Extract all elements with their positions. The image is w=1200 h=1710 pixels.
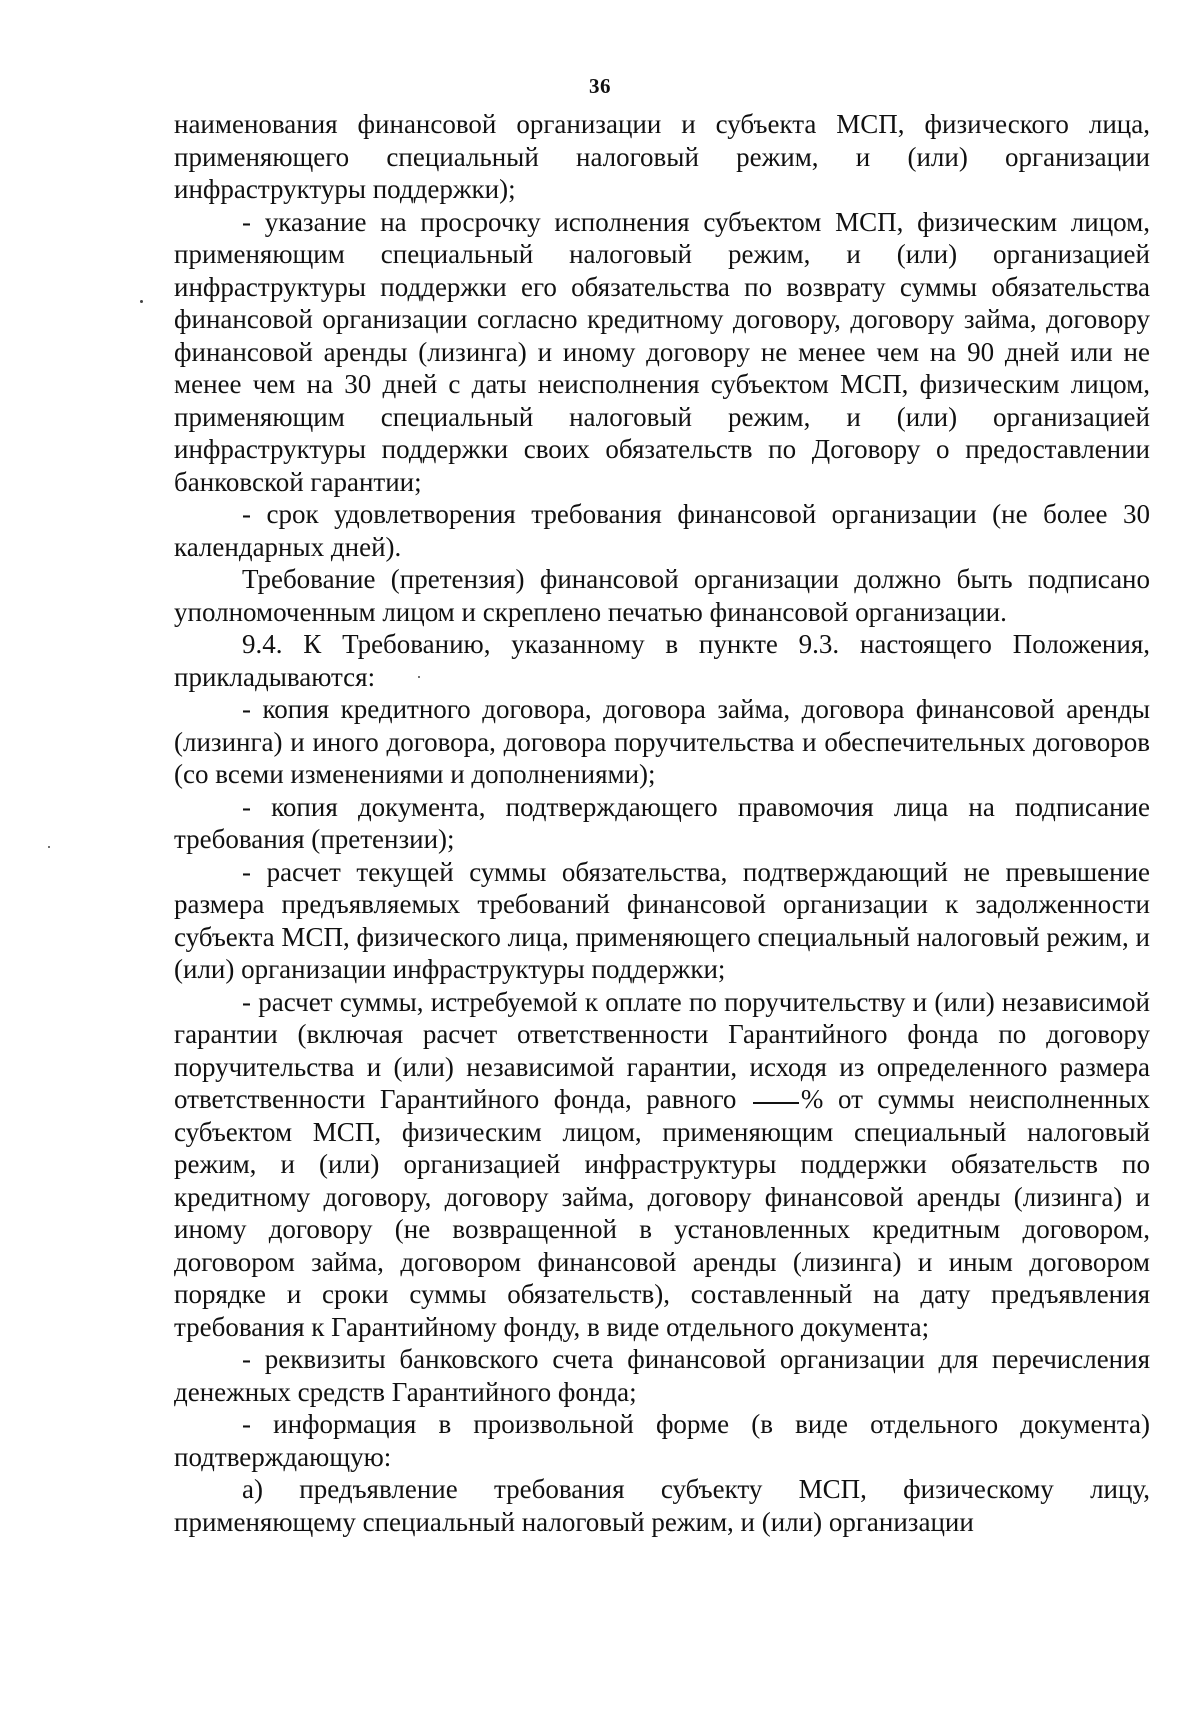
paragraph-claimed-sum-calc xyxy=(174,986,1150,1344)
paragraph-section-9-4: 9.4. К Требованию, указанному в пункте 9.3. настоящего Положения, прикладываются: xyxy=(174,629,1150,692)
paragraph-continued: наименования финансовой организации и субъекта МСП, физического лица, применяющего специальный налоговый режим, и (или) организации инфраструктуры поддержки); xyxy=(174,109,1150,204)
paragraph-bank-details: - реквизиты банковского счета финансовой организации для перечисления денежных средств Гарантийного фонда; xyxy=(174,1344,1150,1407)
scan-speck xyxy=(140,300,143,303)
paragraph-satisfaction-term: - срок удовлетворения требования финансовой организации (не более 30 календарных дней). xyxy=(174,499,1150,562)
document-body xyxy=(174,108,1150,1538)
paragraph-item-a: а) предъявление требования субъекту МСП, физическому лицу, применяющему специальный налоговый режим, и (или) организации xyxy=(174,1474,1150,1537)
calc-text-before-blank: - расчет суммы, истребуемой к оплате по поручительству и (или) независимой гарантии (включая расчет ответственности Гарантийного фонда по договору поручительства и (или) независимой гарантии, исходя из определенного размера ответственности Гарантийного фонда, равного xyxy=(174,986,1150,1114)
paragraph-overdue-indication: - указание на просрочку исполнения субъектом МСП, физическим лицом, применяющим специальный налоговый режим, и (или) организацией инфраструктуры поддержки его обязательства по возврату суммы обязательства финансовой организации согласно кредитному договору, договору займа, договору финансовой аренды (лизинга) и иному договору не менее чем на 90 дней или не менее чем на 30 дней с даты неисполнения субъектом МСП, физическим лицом, применяющим специальный налоговый режим, и (или) организацией инфраструктуры поддержки своих обязательств по Договору о предоставлении банковской гарантии; xyxy=(174,206,1150,497)
scan-speck xyxy=(418,676,420,678)
page-number: 36 xyxy=(589,74,611,98)
paragraph-authority-copy: - копия документа, подтверждающего правомочия лица на подписание требования (претензии); xyxy=(174,791,1150,854)
paragraph-current-sum-calc: - расчет текущей суммы обязательства, подтверждающий не превышение размера предъявляемых требований финансовой организации к задолженности субъекта МСП, физического лица, применяющего специальный налоговый режим, и (или) организации инфраструктуры поддержки; xyxy=(174,856,1150,984)
calc-text-after-blank: % от суммы неисполненных субъектом МСП, физическим лицом, применяющим специальный налоговый режим, и (или) организацией инфраструктуры поддержки обязательств по кредитному договору, договору займа, договору финансовой аренды (лизинга) и иному договору (не возвращенной в установленных кредитным договором, договором займа, договором финансовой аренды (лизинга) и иным договором порядке и сроки суммы обязательств), составленный на дату предъявления требования к Гарантийному фонду, в виде отдельного документа; xyxy=(174,1084,1150,1342)
scan-speck xyxy=(48,846,50,848)
paragraph-free-form-info: - информация в произвольной форме (в виде отдельного документа) подтверждающую: xyxy=(174,1409,1150,1472)
paragraph-contract-copy: - копия кредитного договора, договора займа, договора финансовой аренды (лизинга) и иного договора, договора поручительства и обеспечительных договоров (со всеми изменениями и дополнениями); xyxy=(174,694,1150,789)
percent-blank-field xyxy=(753,1102,799,1104)
paragraph-claim-signature: Требование (претензия) финансовой организации должно быть подписано уполномоченным лицом и скреплено печатью финансовой организации. xyxy=(174,564,1150,627)
